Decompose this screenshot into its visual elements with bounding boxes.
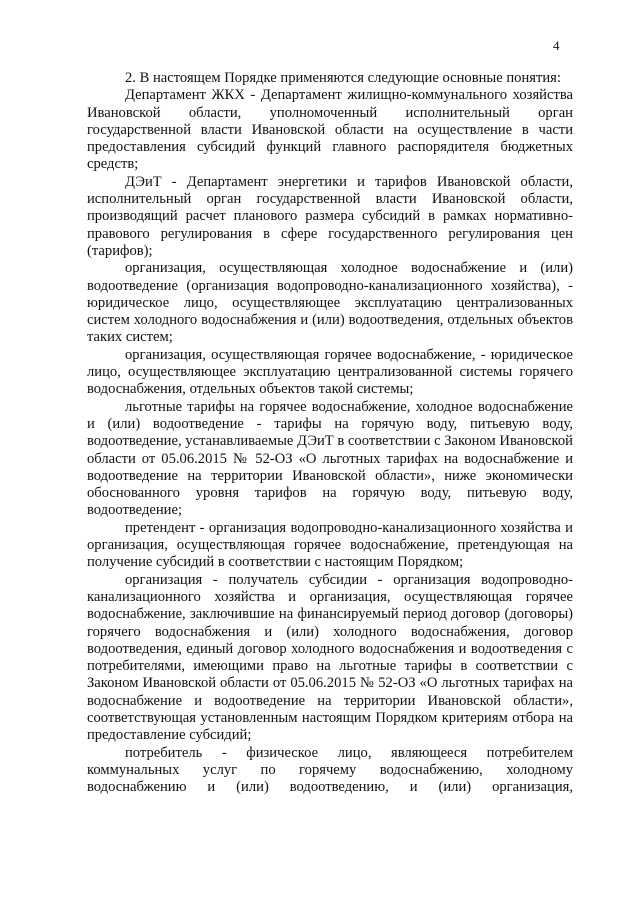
paragraph-definition-subsidy-recipient: организация - получатель субсидии - организация водопроводно-канализационного хозяйства и организация, осуществляющая горячее водоснабжение, заключившие на финансируемый период договор (договоры) горячего водоснабжения и (или) холодного водоснабжения, договор водоотведения, единый договор холодного водоснабжения и водоотведения с потребителями, имеющими право на льготные тарифы в соответствии с Законом Ивановской области от 05.06.2015 № 52-ОЗ «О льготных тарифах на водоснабжение и водоотведение на территории Ивановской области», соответствующая установленным настоящим Порядком критериям отбора на предоставление субсидий;	[87, 571, 573, 744]
paragraph-definition-hot-water-org: организация, осуществляющая горячее водоснабжение, - юридическое лицо, осуществляющее эксплуатацию централизованной системы горячего водоснабжения, отдельных объектов такой системы;	[87, 346, 573, 398]
paragraph-definition-deit: ДЭиТ - Департамент энергетики и тарифов Ивановской области, исполнительный орган государственной власти Ивановской области, производящий расчет планового размера субсидий в рамках нормативно-правового регулирования в сфере государственного регулирования цен (тарифов);	[87, 173, 573, 259]
paragraph-definition-consumer: потребитель - физическое лицо, являющееся потребителем коммунальных услуг по горячему водоснабжению, холодному водоснабжению и (или) водоотведению, и (или) организация,	[87, 744, 573, 796]
paragraph-definition-applicant: претендент - организация водопроводно-канализационного хозяйства и организация, осуществляющая горячее водоснабжение, претендующая на получение субсидий в соответствии с настоящим Порядком;	[87, 519, 573, 571]
paragraph-definition-dept-zhkh: Департамент ЖКХ - Департамент жилищно-коммунального хозяйства Ивановской области, уполномоченный исполнительный орган государственной власти Ивановской области на осуществление в части предоставления субсидий функций главного распорядителя бюджетных средств;	[87, 87, 573, 173]
paragraph-intro: 2. В настоящем Порядке применяются следующие основные понятия:	[125, 70, 561, 86]
paragraph-definition-cold-water-org: организация, осуществляющая холодное водоснабжение и (или) водоотведение (организация водопроводно-канализационного хозяйства), - юридическое лицо, осуществляющее эксплуатацию централизованных систем холодного водоснабжения и (или) водоотведения, отдельных объектов таких систем;	[87, 260, 573, 346]
document-body	[87, 70, 573, 796]
paragraph-definition-preferential-tariffs: льготные тарифы на горячее водоснабжение, холодное водоснабжение и (или) водоотведение - тарифы на горячую воду, питьевую воду, водоотведение, устанавливаемые ДЭиТ в соответствии с Законом Ивановской области от 05.06.2015 № 52-ОЗ «О льготных тарифах на водоснабжение и водоотведение на территории Ивановской области», ниже экономически обоснованного уровня тарифов на горячую воду, питьевую воду, водоотведение;	[87, 398, 573, 519]
page-number: 4	[553, 38, 560, 53]
